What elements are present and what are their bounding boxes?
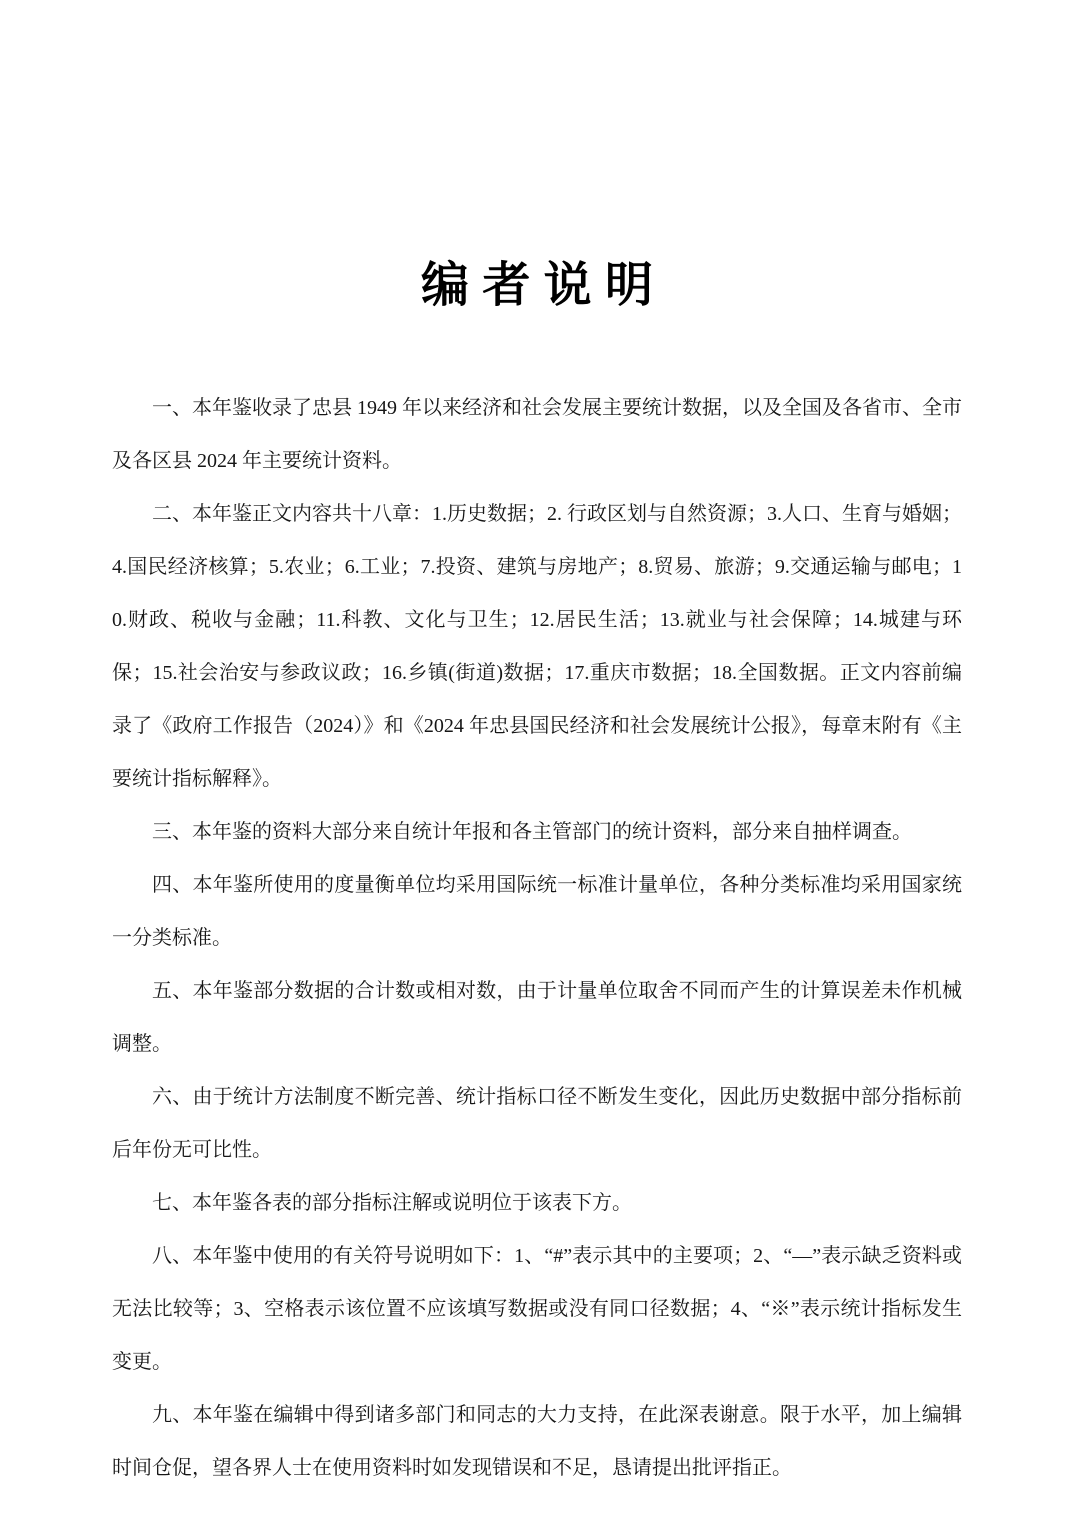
paragraph-9-acknowledgement: 九、本年鉴在编辑中得到诸多部门和同志的大力支持，在此深表谢意。限于水平，加上编辑时间仓促，望各界人士在使用资料时如发现错误和不足，恳请提出批评指正。 xyxy=(112,1404,962,1479)
paragraph-7-notes-location: 七、本年鉴各表的部分指标注解或说明位于该表下方。 xyxy=(152,1192,632,1214)
paragraph-5-rounding: 五、本年鉴部分数据的合计数或相对数，由于计量单位取舍不同而产生的计算误差未作机械调整。 xyxy=(112,980,962,1055)
paragraph-8-symbols: 八、本年鉴中使用的有关符号说明如下：1、“#”表示其中的主要项；2、“—”表示缺乏资料或无法比较等；3、空格表示该位置不应该填写数据或没有同口径数据；4、“※”表示统计指标发生变更。 xyxy=(112,1245,962,1373)
paragraph-6-comparability: 六、由于统计方法制度不断完善、统计指标口径不断发生变化，因此历史数据中部分指标前后年份无可比性。 xyxy=(112,1086,962,1161)
paragraph-1-coverage: 一、本年鉴收录了忠县 1949 年以来经济和社会发展主要统计数据，以及全国及各省市、全市及各区县 2024 年主要统计资料。 xyxy=(112,397,962,472)
paragraph-2-chapters: 二、本年鉴正文内容共十八章：1.历史数据；2. 行政区划与自然资源；3.人口、生育与婚姻；4.国民经济核算；5.农业；6.工业；7.投资、建筑与房地产；8.贸易、旅游；9.交通运输与邮电；10.财政、税收与金融；11.科教、文化与卫生；12.居民生活；13.就业与社会保障；14.城建与环保；15.社会治安与参政议政；16.乡镇(街道)数据；17.重庆市数据；18.全国数据。正文内容前编录了《政府工作报告（2024）》和《2024 年忠县国民经济和社会发展统计公报》，每章末附有《主要统计指标解释》。 xyxy=(112,503,962,790)
editor-notes-body xyxy=(112,382,962,1495)
page-title: 编 者 说 明 xyxy=(420,259,653,312)
paragraph-3-sources: 三、本年鉴的资料大部分来自统计年报和各主管部门的统计资料，部分来自抽样调查。 xyxy=(152,821,912,843)
paragraph-4-units: 四、本年鉴所使用的度量衡单位均采用国际统一标准计量单位，各种分类标准均采用国家统一分类标准。 xyxy=(112,874,962,949)
